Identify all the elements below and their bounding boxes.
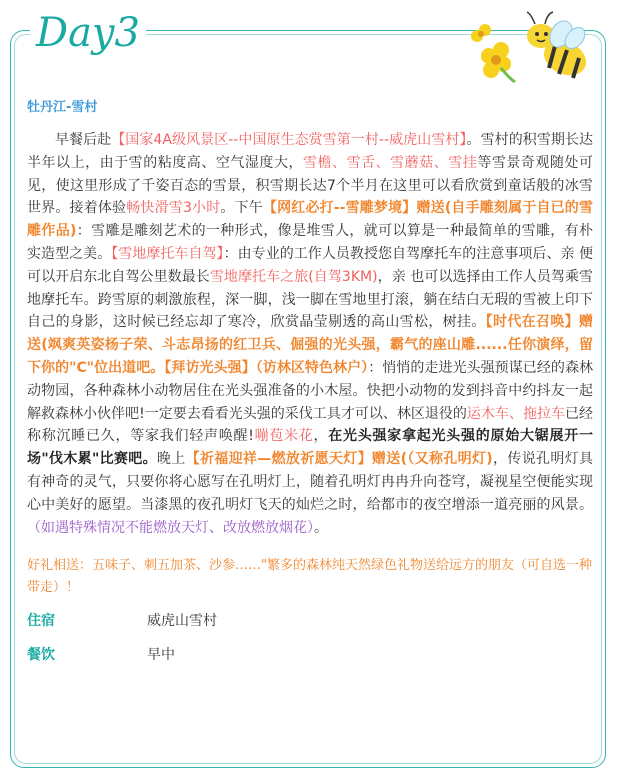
text-run: 。雪村的积雪期长达半年以上，由于雪的粘度高、空气湿度大，: [27, 132, 593, 171]
text-run: ：雪雕是雕刻艺术的一种形式，像是堆雪人，就可以算是一种最简单的雪雕，有朴实造型之美。: [27, 223, 593, 262]
route-subtitle: 牡丹江-雪村: [27, 100, 98, 115]
sky-lantern-gift: 【祈福迎祥—燃放祈愿天灯】赠送(（又称孔明灯): [185, 451, 493, 468]
snowmobile-highlight: 【雪地摩托车自驾】: [111, 245, 224, 262]
text-run: ，亲 也可以选择由工作人员驾乘雪地摩托车。跨雪原的刺激旅程，深一脚，浅一脚在雪地里打滚，躺在结白无瑕的雪被上印下自己的身影，这时候已经忘却了寒冷，欣赏晶莹剔透的高山雪松，树挂。: [27, 268, 594, 331]
era-call-gift: 【时代在召唤】赠送(飒爽英姿杨子荣、斗志昂扬的红卫兵、倔强的光头强，霸气的座山雕......任你演绎，留下你的"C"位出道吧。: [27, 314, 594, 376]
gift-note: 好礼相送：五味子、刺五加茶、沙参……"繁多的森林纯天然绿色礼物送给远方的朋友（可自选一种带走）！: [27, 558, 592, 596]
accommodation-row: [27, 607, 593, 635]
text-run: ，: [313, 428, 329, 445]
vehicles-highlight: 运木车、拖拉车: [466, 405, 565, 422]
text-run: 晚上: [156, 451, 186, 468]
accommodation-value: 威虎山雪村: [147, 613, 217, 630]
snow-scene-highlight: 雪檐、雪舌、雪蘑菇、雪挂: [303, 154, 478, 171]
scenic-spot-highlight: 【国家4A级风景区--中国原生态赏雪第一村--威虎山雪村】: [111, 132, 467, 148]
text-run: 早餐后赴: [55, 132, 112, 148]
text-run: ：由专业的工作人员教授您自驾摩托车的注意事项后、亲 便可以开启东北自驾公里数最长: [27, 245, 594, 285]
lantern-note: （如遇特殊情况不能燃放天灯、改放燃放烟花）: [27, 519, 314, 536]
text-run: ：悄悄的走进光头强预谋已经的森林动物园，各种森林小动物居住在光头强准备的小木屋。快把小动物的发到抖音中约抖友一起解救森林小伙伴吧!一定要去看看光头强的采伐工具才可以、林区退役的: [27, 359, 593, 422]
meals-row: [27, 641, 593, 669]
text-run: ，传说孔明灯具有神奇的灵气，只要你将心愿写在孔明灯上，随着孔明灯冉冉升向苍穹，凝视星空便能实现心中美好的愿望。当漆黑的夜孔明灯飞天的灿烂之时，给都市的夜空增添一道亮丽的风景。: [27, 451, 594, 513]
meals-value: 早中: [147, 647, 175, 664]
snow-sculpture-gift: 【网红必打--雪雕梦境】赠送(自手雕刻属于自已的雪雕作品): [27, 200, 593, 240]
text-run: 已经称称沉睡已久，等家我们轻声唤醒!: [27, 405, 594, 445]
text-run: 。: [314, 519, 328, 536]
text-run: 等雪景奇观随处可见，使这里形成了千姿百态的雪景，积雪期长达7个半月在这里可以看欣赏到童话般的冰雪世界。接着体验: [27, 154, 594, 217]
accommodation-label: 住宿: [27, 613, 55, 630]
popcorn-highlight: 嘣苞米花: [253, 428, 314, 445]
skiing-highlight: 畅快滑雪3小时: [126, 200, 221, 217]
visit-bald-qiang-highlight: 【拜访光头强】（访林区特色林户）: [164, 359, 369, 376]
snowmobile-trip-highlight: 雪地摩托车之旅(自驾3KM): [209, 268, 378, 285]
text-run: 。下午: [220, 200, 263, 217]
logging-contest-highlight: 在光头强家拿起光头强的原始大锯展开一场"伐木累"比赛吧。: [27, 428, 593, 468]
meals-label: 餐饮: [27, 647, 55, 664]
day-title: Day3: [30, 8, 146, 58]
itinerary-content: [27, 96, 593, 669]
bee-flower-icon: [469, 6, 589, 86]
day-description: [27, 129, 593, 539]
